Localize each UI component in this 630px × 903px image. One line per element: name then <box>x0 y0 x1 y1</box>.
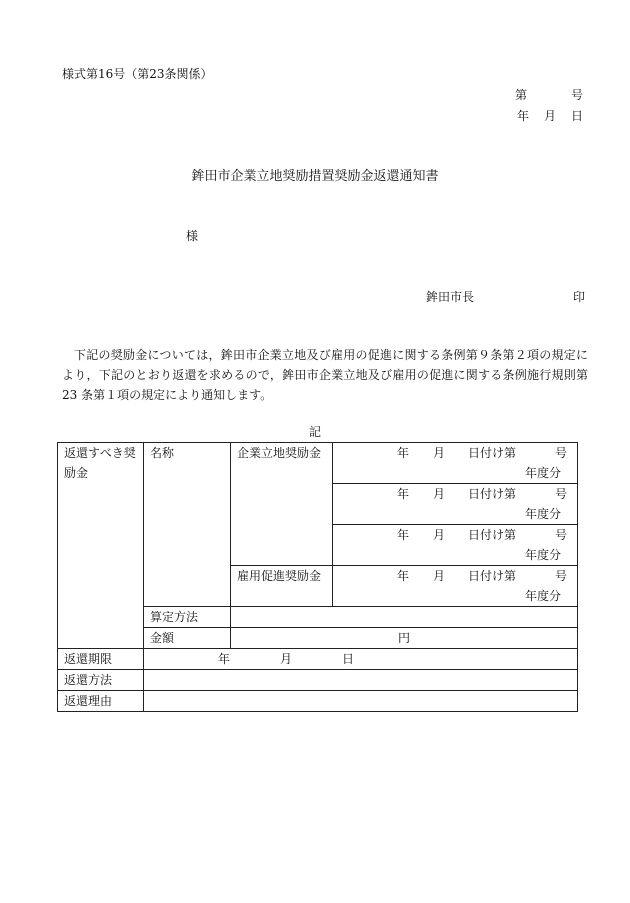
reason-label: 返還理由 <box>58 691 144 712</box>
refund-details-table <box>57 442 578 712</box>
table-row <box>58 649 578 670</box>
document-title: 鉾田市企業立地奨励措置奨励金返還通知書 <box>191 169 439 184</box>
table-row <box>58 443 578 484</box>
entry-dated: 日付け第 <box>468 569 517 583</box>
entry-date-line <box>339 566 571 586</box>
form-number: 様式第16号（第23条関係） <box>62 67 213 81</box>
location-entry-1 <box>333 443 578 484</box>
table-row <box>58 691 578 712</box>
refund-grant-label <box>58 443 144 649</box>
sender-name: 鉾田市長 <box>426 290 475 304</box>
calc-method-label: 算定方法 <box>144 607 231 628</box>
entry-fiscal-line <box>339 463 571 483</box>
deadline-label: 返還期限 <box>58 649 144 670</box>
amount-value <box>231 628 578 649</box>
addressee-suffix: 様 <box>186 229 199 243</box>
entry-year: 年 <box>397 569 410 583</box>
location-entry-2 <box>333 484 578 525</box>
employment-entry <box>333 566 578 607</box>
table-row <box>58 670 578 691</box>
entry-month: 月 <box>433 446 446 460</box>
entry-fiscal-year: 年度分 <box>524 589 561 603</box>
method-label: 返還方法 <box>58 670 144 691</box>
calc-method-value <box>231 607 578 628</box>
number-prefix: 第 <box>514 88 527 102</box>
refund-grant-text: 返還すべき奨励金 <box>64 446 136 480</box>
entry-no: 号 <box>555 528 568 542</box>
location-entry-3 <box>333 525 578 566</box>
entry-no: 号 <box>555 446 568 460</box>
method-value <box>144 670 578 691</box>
entry-month: 月 <box>433 528 446 542</box>
entry-fiscal-line <box>339 545 571 565</box>
entry-month: 月 <box>433 487 446 501</box>
entry-year: 年 <box>397 528 410 542</box>
entry-fiscal-year: 年度分 <box>524 507 561 521</box>
entry-fiscal-line <box>339 586 571 606</box>
issue-date-year: 年 <box>516 109 529 123</box>
deadline-value <box>144 649 578 670</box>
entry-date-line <box>339 525 571 545</box>
number-suffix: 号 <box>570 88 583 102</box>
entry-fiscal-year: 年度分 <box>524 466 561 480</box>
entry-no: 号 <box>555 487 568 501</box>
seal-mark: 印 <box>573 290 586 304</box>
entry-dated: 日付け第 <box>468 487 517 501</box>
deadline-date-line <box>150 649 571 669</box>
entry-date-line <box>339 484 571 504</box>
issue-date-line <box>517 110 583 122</box>
entry-year: 年 <box>397 446 410 460</box>
deadline-month: 月 <box>280 652 293 666</box>
name-label: 名称 <box>144 443 231 607</box>
document-number-line <box>515 89 583 101</box>
entry-year: 年 <box>397 487 410 501</box>
type-location-label: 企業立地奨励金 <box>231 443 333 566</box>
issue-date-day: 日 <box>570 109 583 123</box>
reason-value <box>144 691 578 712</box>
amount-label: 金額 <box>144 628 231 649</box>
issue-date-month: 月 <box>543 109 556 123</box>
entry-fiscal-year: 年度分 <box>524 548 561 562</box>
yen-unit: 円 <box>397 631 410 645</box>
deadline-day: 日 <box>342 652 355 666</box>
entry-month: 月 <box>433 569 446 583</box>
notice-body: 下記の奨励金については，鉾田市企業立地及び雇用の促進に関する条例第９条第２項の規定により，下記のとおり返還を求めるので，鉾田市企業立地及び雇用の促進に関する条例施行規則第23 条第１項の規定により通知します。 <box>62 348 588 402</box>
type-employment-label: 雇用促進奨励金 <box>231 566 333 607</box>
entry-dated: 日付け第 <box>468 528 517 542</box>
entry-no: 号 <box>555 569 568 583</box>
entry-date-line <box>339 443 571 463</box>
entry-fiscal-line <box>339 504 571 524</box>
ki-heading: 記 <box>308 425 321 439</box>
deadline-year: 年 <box>218 652 231 666</box>
entry-dated: 日付け第 <box>468 446 517 460</box>
